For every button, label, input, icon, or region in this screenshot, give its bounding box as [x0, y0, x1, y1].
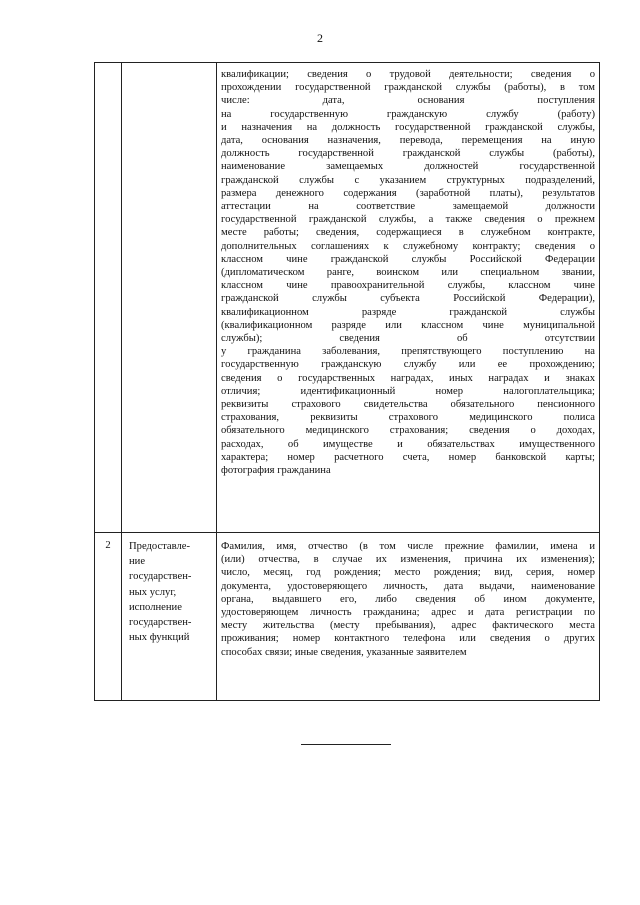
purpose-line: ных функций: [129, 632, 190, 644]
content-line: фотография гражданина: [221, 465, 331, 477]
content-cell: [217, 533, 600, 701]
content-line: характера; номер расчетного счета, номер банковской карты;: [221, 451, 595, 463]
content-line: числе: дата, основания поступления: [221, 95, 595, 107]
content-line: гражданской службы субъекта Российской Федерации),: [221, 293, 595, 305]
content-line: наименование замещаемых должностей государственной: [221, 161, 595, 173]
content-line: на государственную гражданскую службу (работу): [221, 108, 595, 120]
content-line: размера денежного содержания (заработной платы), результатов: [221, 187, 595, 199]
content-line: обязательного медицинского страхования; сведения о доходах,: [221, 425, 595, 437]
content-line: число, месяц, год рождения; место рождения; вид, серия, номер: [221, 567, 595, 579]
content-line: способах связи; иные сведения, указанные заявителем: [221, 646, 467, 658]
content-line: и назначения на должность государственной гражданской службы,: [221, 121, 595, 133]
content-line: расходах, об имуществе и обязательствах имущественного: [221, 438, 595, 450]
content-line: аттестации на соответствие замещаемой должности: [221, 201, 595, 213]
content-line: реквизиты страхового свидетельства обязательного пенсионного: [221, 399, 595, 411]
content-line: дата, основания назначения, перевода, перемещения на иную: [221, 135, 595, 147]
content-line: службы); сведения об отсутствии: [221, 333, 595, 345]
content-line: дополнительных соглашениях к служебному контракту; сведения о: [221, 240, 595, 252]
content-line: у гражданина заболевания, препятствующего поступлению на: [221, 346, 595, 358]
content-line: государственной гражданской службы, а также сведения о прежнем: [221, 214, 595, 226]
content-line: классном чине гражданской службы Российской Федерации: [221, 253, 595, 265]
content-line: органа, выдавшего его, либо сведения об ином документе,: [221, 593, 595, 605]
content-line: проживания; номер контактного телефона или сведения о других: [221, 633, 595, 645]
content-line: удостоверяющем личность гражданина; адрес и дата регистрации по: [221, 607, 595, 619]
content-line: прохождении государственной гражданской службы (работы), в том: [221, 82, 595, 94]
content-line: (квалификационном разряде или классном чине муниципальной: [221, 319, 595, 331]
content-line: должность государственной гражданской службы (работы),: [221, 148, 595, 160]
purpose-line: Предоставле-: [129, 541, 191, 552]
content-line: гражданской службы с указанием структурных подразделений,: [221, 174, 595, 186]
content-line: страхования, реквизиты страхового медицинского полиса: [221, 412, 595, 424]
row-number-cell: [95, 63, 122, 533]
row-number-cell: 2: [95, 533, 122, 701]
content-line: (дипломатическом ранге, воинском или специальном звании,: [221, 267, 595, 279]
content-line: государственную гражданскую службу или ее прохождению;: [221, 359, 595, 371]
purpose-line: ных услуг,: [129, 586, 177, 598]
purpose-cell: [122, 63, 217, 533]
purpose-line: ние: [129, 556, 146, 568]
content-line: квалификационном разряде гражданской службы: [221, 306, 595, 318]
content-line: документа, удостоверяющего личность, дата выдачи, наименование: [221, 580, 595, 592]
purpose-line: государствен-: [129, 617, 192, 629]
purpose-line: исполнение: [129, 601, 182, 613]
content-line: месту жительства (месту пребывания), адрес фактического места: [221, 620, 595, 632]
content-line: сведения о государственных наградах, иных наградах и знаках: [221, 372, 595, 384]
content-line: Фамилия, имя, отчество (в том числе прежние фамилии, имена и: [221, 541, 595, 552]
data-table: [94, 62, 600, 701]
table-row: [95, 533, 600, 701]
table-row: [95, 63, 600, 533]
content-line: месте работы; сведения, содержащиеся в служебном контракте,: [221, 227, 595, 239]
content-cell: [217, 63, 600, 533]
purpose-cell: [122, 533, 217, 701]
content-line: квалификации; сведения о трудовой деятельности; сведения о: [221, 69, 595, 80]
purpose-line: государствен-: [129, 571, 192, 583]
end-divider: [301, 744, 391, 745]
content-line: отличия; идентификационный номер налогоплательщика;: [221, 385, 595, 397]
content-line: классном чине правоохранительной службы, классном чине: [221, 280, 595, 292]
content-line: (или) отчества, в случае их изменения, причина их изменения);: [221, 554, 595, 566]
page-number: 2: [317, 31, 323, 45]
